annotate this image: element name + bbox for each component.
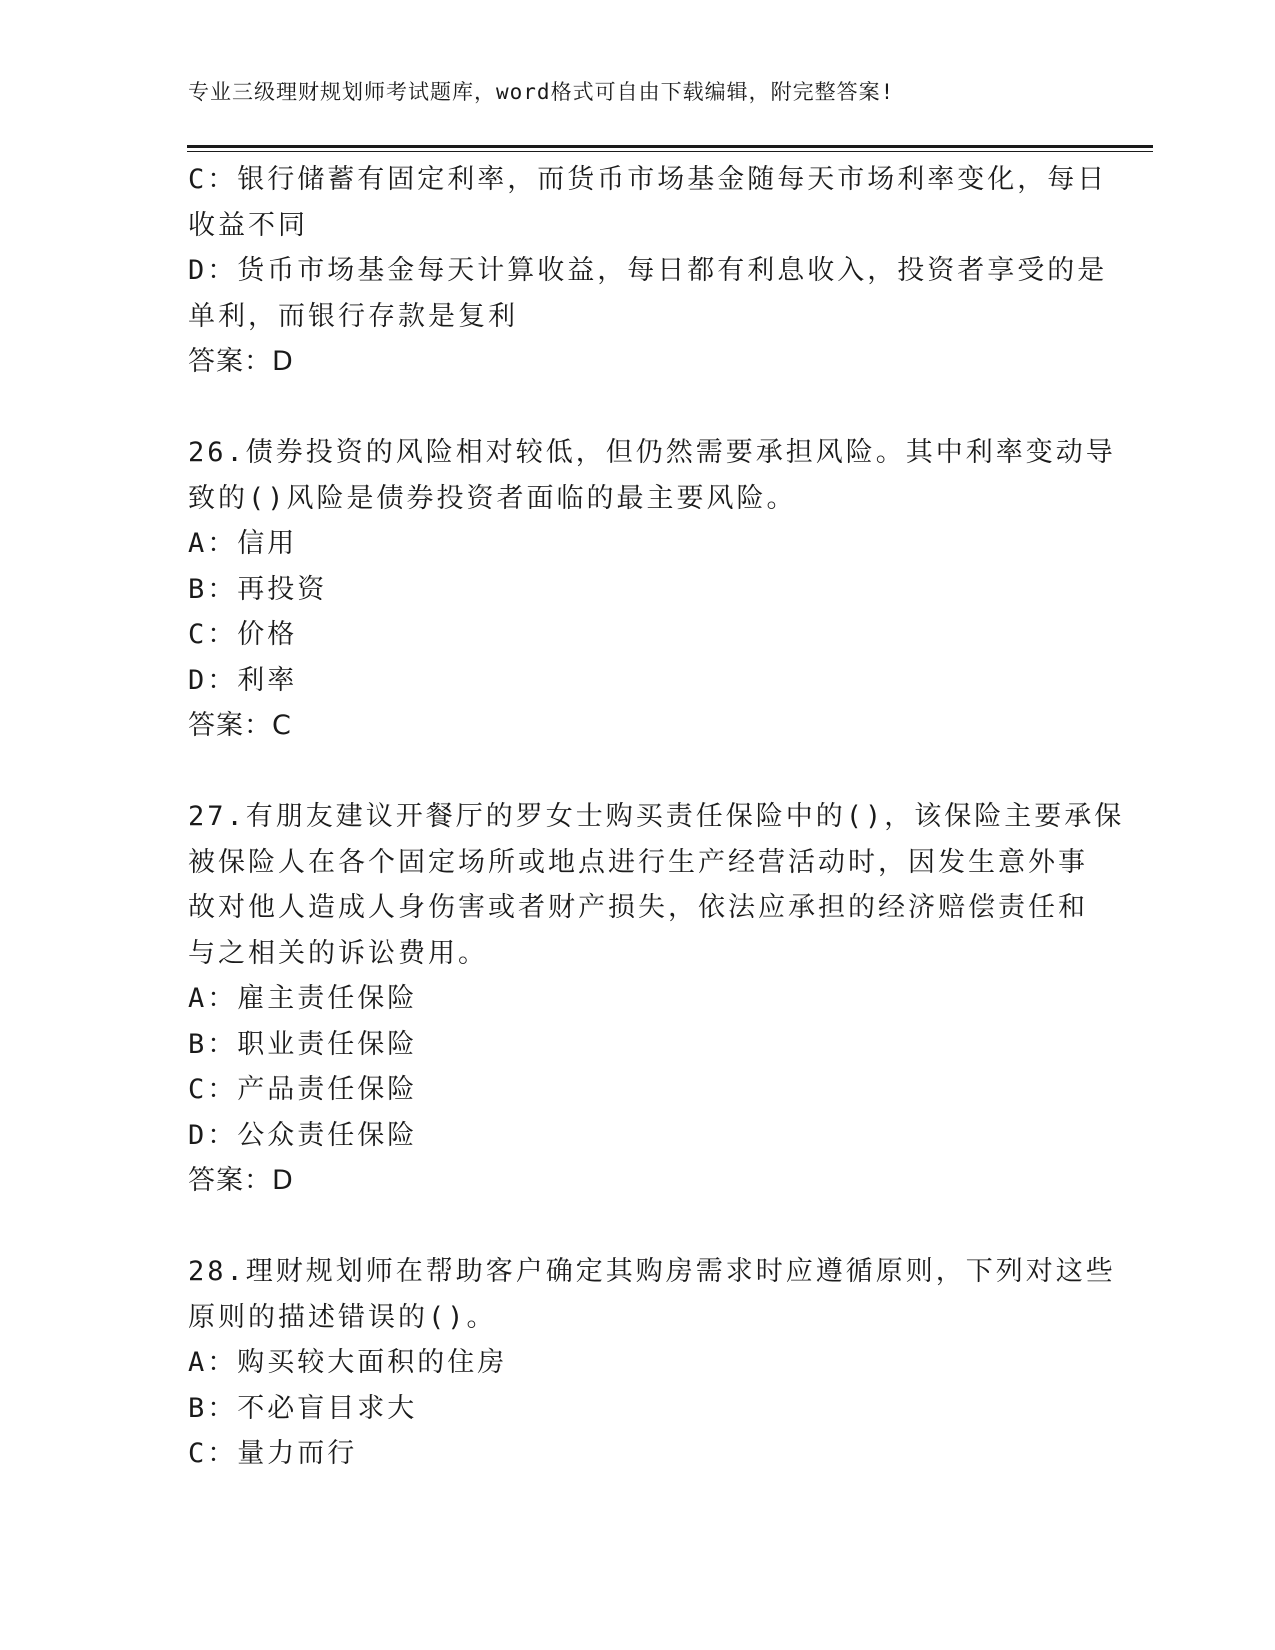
question-stem-line2: 致的()风险是债券投资者面临的最主要风险。 — [188, 482, 797, 514]
question-stem-line4: 与之相关的诉讼费用。 — [188, 937, 488, 969]
question-gap — [188, 385, 1088, 431]
option-d: D：利率 — [188, 664, 298, 696]
option-b: B：不必盲目求大 — [188, 1392, 418, 1424]
question-content — [188, 157, 1125, 1477]
question-stem-line1: 26.债券投资的风险相对较低，但仍然需要承担风险。其中利率变动导 — [188, 437, 1116, 468]
header-rule-thin — [187, 151, 1153, 152]
question-gap — [188, 749, 1088, 795]
option-d: D：公众责任保险 — [188, 1119, 418, 1151]
option-b: B：职业责任保险 — [188, 1028, 418, 1060]
answer-value: C — [272, 710, 292, 741]
header-rule-thick — [187, 145, 1153, 148]
option-a: A：雇主责任保险 — [188, 983, 418, 1014]
answer-label: 答案： — [188, 1165, 272, 1196]
option-d-line2: 单利，而银行存款是复利 — [188, 300, 518, 332]
question-stem-line2: 原则的描述错误的()。 — [188, 1301, 497, 1333]
header-title: 专业三级理财规划师考试题库，word格式可自由下载编辑，附完整答案! — [188, 80, 895, 104]
option-c: C：产品责任保险 — [188, 1074, 418, 1105]
answer-line — [188, 339, 1088, 385]
answer-value: D — [272, 346, 294, 377]
answer-line — [188, 1158, 1088, 1204]
option-c-line2: 收益不同 — [188, 209, 308, 241]
option-c-line1: C：银行储蓄有固定利率，而货币市场基金随每天市场利率变化，每日 — [188, 164, 1108, 195]
question-gap — [188, 1204, 1088, 1250]
answer-label: 答案： — [188, 346, 272, 377]
answer-label: 答案： — [188, 710, 272, 741]
question-27 — [188, 794, 1125, 1204]
option-a: A：购买较大面积的住房 — [188, 1347, 508, 1378]
question-stem-line2: 被保险人在各个固定场所或地点进行生产经营活动时，因发生意外事 — [188, 846, 1088, 878]
question-25 — [188, 157, 1108, 385]
question-28 — [188, 1249, 1116, 1477]
option-c: C：量力而行 — [188, 1438, 358, 1469]
question-stem-line1: 27.有朋友建议开餐厅的罗女士购买责任保险中的()，该保险主要承保 — [188, 801, 1125, 832]
option-d-line1: D：货币市场基金每天计算收益，每日都有利息收入，投资者享受的是 — [188, 255, 1108, 286]
option-b: B：再投资 — [188, 573, 328, 605]
answer-value: D — [272, 1165, 294, 1196]
question-stem-line3: 故对他人造成人身伤害或者财产损失，依法应承担的经济赔偿责任和 — [188, 892, 1088, 923]
question-26 — [188, 430, 1116, 749]
page-header — [188, 72, 894, 112]
answer-line — [188, 703, 1088, 749]
option-a: A：信用 — [188, 528, 298, 559]
option-c: C：价格 — [188, 619, 298, 650]
question-stem-line1: 28.理财规划师在帮助客户确定其购房需求时应遵循原则，下列对这些 — [188, 1256, 1116, 1287]
